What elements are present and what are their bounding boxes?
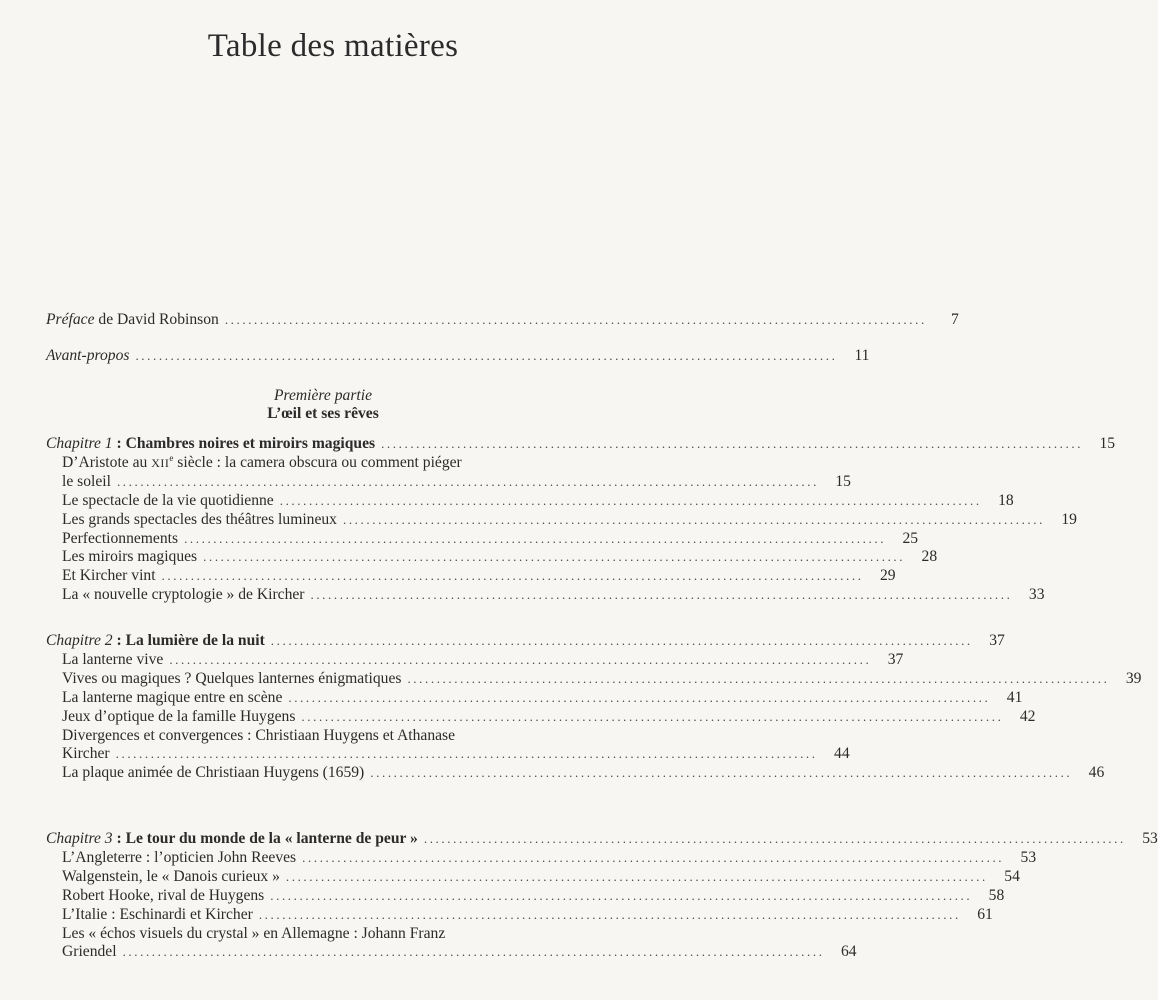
dot-leader: ........................................................................................................................ (301, 708, 1004, 724)
entry-text: Divergences et convergences : Christiaan Huygens et Athanase (62, 726, 456, 744)
dot-leader: ........................................................................................................................ (370, 765, 1073, 781)
toc-entry[interactable] (62, 688, 1023, 707)
dot-leader: ........................................................................................................................ (302, 849, 1005, 865)
page-number: 64 (840, 943, 857, 961)
toc-entry[interactable] (62, 510, 1077, 529)
toc-entry[interactable] (62, 529, 919, 548)
page-number: 44 (834, 745, 850, 763)
entry-text: Walgenstein, le « Danois curieux » (62, 867, 280, 885)
page-number: 28 (921, 548, 938, 566)
toc-entry (62, 924, 600, 943)
page-number: 46 (1088, 764, 1105, 782)
entry-text: La plaque animée de Christiaan Huygens (1659) (62, 764, 365, 782)
page-number: 53 (1020, 848, 1037, 866)
dot-leader: ........................................................................................................................ (161, 568, 864, 584)
entry-text: Griendel (62, 943, 117, 961)
dot-leader: ........................................................................................................................ (258, 906, 961, 922)
dot-leader: ........................................................................................................................ (115, 746, 818, 762)
toc-entry[interactable] (62, 472, 851, 491)
chapter-separator: : (112, 632, 126, 649)
chapter-number: Chapitre 2 (46, 632, 113, 649)
entry-text: Jeux d’optique de la famille Huygens (62, 707, 296, 725)
entry-text: Vives ou magiques ? Quelques lanternes énigmatiques (62, 669, 402, 687)
toc-entry[interactable] (62, 669, 1142, 688)
dot-leader: ........................................................................................................................ (224, 312, 927, 327)
toc-entry[interactable] (62, 744, 850, 763)
chapter-separator: : (112, 435, 126, 452)
dot-leader: ........................................................................................................................ (310, 587, 1013, 603)
entry-text: Les miroirs magiques (62, 548, 198, 566)
toc-entry[interactable] (62, 707, 1036, 726)
entry-text: Préface de David Robinson (46, 311, 219, 328)
page-number: 15 (1099, 435, 1116, 452)
entry-text: La lanterne magique entre en scène (62, 688, 283, 706)
dot-leader: ........................................................................................................................ (288, 689, 991, 705)
chapter-number: Chapitre 1 (46, 435, 113, 452)
entry-text: L’Angleterre : l’opticien John Reeves (62, 848, 297, 866)
toc-entry[interactable] (62, 905, 993, 924)
dot-leader: ........................................................................................................................ (407, 670, 1110, 686)
toc-chapter-3[interactable] (46, 829, 1158, 848)
entry-text: L’Italie : Eschinardi et Kircher (62, 905, 253, 923)
toc-entry[interactable] (62, 867, 1020, 886)
page-number: 37 (989, 632, 1005, 649)
toc-entry[interactable] (62, 585, 1045, 604)
page-number: 33 (1028, 586, 1045, 604)
page-title: Table des matières (207, 28, 459, 64)
entry-text: Robert Hooke, rival de Huygens (62, 886, 265, 904)
page-number: 29 (879, 567, 896, 585)
entry-text: le soleil (62, 472, 111, 490)
dot-leader: ........................................................................................................................ (279, 492, 982, 508)
dot-leader: ........................................................................................................................ (342, 511, 1045, 527)
chapter-title: Le tour du monde de la « lanterne de peur » (125, 830, 418, 847)
page-number: 42 (1019, 707, 1036, 725)
toc-entry[interactable] (62, 491, 1014, 510)
page-number: 15 (835, 472, 851, 490)
entry-text: La lanterne vive (62, 650, 164, 668)
page-number: 7 (951, 311, 959, 328)
entry-text: Kircher (62, 745, 110, 763)
entry-text: Avant-propos (46, 347, 130, 364)
page-number: 37 (887, 650, 904, 668)
entry-text: Perfectionnements (62, 529, 179, 547)
page-number: 41 (1006, 688, 1023, 706)
entry-text: Les grands spectacles des théâtres lumineux (62, 510, 337, 528)
page-number: 19 (1061, 510, 1077, 528)
toc-entry[interactable] (62, 763, 1105, 782)
chapter-heading (46, 829, 418, 848)
chapter-heading (46, 631, 265, 650)
dot-leader: ........................................................................................................................ (270, 887, 973, 903)
toc-entry[interactable] (62, 942, 857, 961)
page-number: 25 (902, 529, 919, 547)
toc-entry-avant-propos[interactable] (46, 346, 870, 365)
dot-leader: ........................................................................................................................ (423, 831, 1126, 846)
entry-text: D’Aristote au XIIe siècle : la camera obscura ou comment piéger (62, 452, 462, 471)
page-number: 54 (1004, 867, 1020, 885)
chapter-heading (46, 434, 375, 453)
dot-leader: ........................................................................................................................ (381, 436, 1084, 451)
dot-leader: ........................................................................................................................ (203, 549, 906, 565)
toc-chapter-2[interactable] (46, 631, 1005, 650)
page-number: 53 (1142, 830, 1158, 847)
dot-leader: ........................................................................................................................ (270, 633, 973, 648)
superscript: e (169, 452, 174, 463)
toc-entry (62, 726, 600, 745)
page-number: 18 (998, 491, 1014, 509)
entry-text: La « nouvelle cryptologie » de Kircher (62, 586, 305, 604)
toc-entry[interactable] (62, 886, 1005, 905)
dot-leader: ........................................................................................................................ (122, 944, 825, 960)
toc-chapter-1[interactable] (46, 434, 1116, 453)
chapter-number: Chapitre 3 (46, 830, 113, 847)
toc-entry (62, 453, 600, 472)
dot-leader: ........................................................................................................................ (116, 473, 819, 489)
part-title: L’œil et ses rêves (267, 405, 379, 422)
dot-leader: ........................................................................................................................ (169, 651, 872, 667)
chapter-title: La lumière de la nuit (125, 632, 265, 649)
dot-leader: ........................................................................................................................ (184, 530, 887, 546)
page-number: 39 (1125, 669, 1142, 687)
toc-entry[interactable] (62, 650, 904, 669)
chapter-separator: : (112, 830, 126, 847)
toc-entry[interactable] (62, 566, 896, 585)
toc-entry-preface[interactable] (46, 310, 959, 329)
entry-text: Le spectacle de la vie quotidienne (62, 491, 274, 509)
roman-numeral: XII (151, 455, 170, 470)
toc-entry[interactable] (62, 547, 938, 566)
chapter-title: Chambres noires et miroirs magiques (125, 435, 376, 452)
dot-leader: ........................................................................................................................ (285, 868, 988, 884)
toc-entry[interactable] (62, 848, 1037, 867)
entry-text: Les « échos visuels du crystal » en Allemagne : Johann Franz (62, 924, 446, 942)
page-number: 11 (854, 347, 870, 364)
part-label: Première partie (273, 387, 372, 404)
page-number: 58 (988, 886, 1005, 904)
dot-leader: ........................................................................................................................ (135, 348, 838, 363)
entry-text: Et Kircher vint (62, 567, 156, 585)
page-number: 61 (977, 905, 993, 923)
